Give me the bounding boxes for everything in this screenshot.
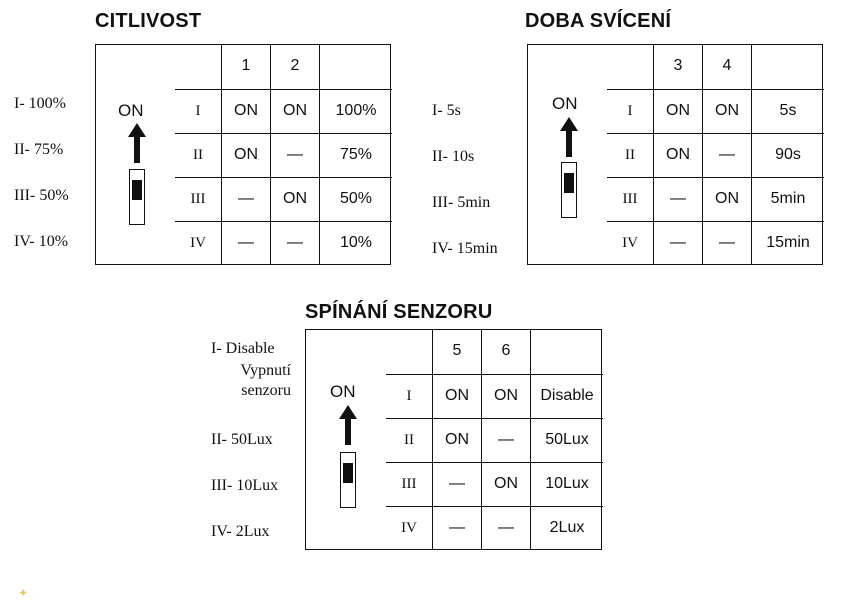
row-number: I xyxy=(386,374,433,418)
side-label-citlivost-4: IV- 10% xyxy=(14,233,69,250)
table-row xyxy=(175,177,392,221)
table-cell: — xyxy=(703,133,752,177)
title-spinani-senzoru: SPÍNÁNÍ SENZORU xyxy=(305,301,493,323)
row-number: II xyxy=(386,418,433,462)
citlivost-table xyxy=(175,44,392,265)
side-label-citlivost-1: I- 100% xyxy=(14,95,66,112)
table-row xyxy=(607,89,824,133)
header-cell xyxy=(386,329,433,374)
table-row xyxy=(175,221,392,265)
row-number: I xyxy=(175,89,222,133)
value-cell: 10Lux xyxy=(531,462,604,506)
table-cell: — xyxy=(482,506,531,550)
table-row xyxy=(607,133,824,177)
switch-on-label: ON xyxy=(552,94,578,113)
header-cell-dip-1: 1 xyxy=(222,44,271,89)
value-cell: 50% xyxy=(320,177,393,221)
header-cell xyxy=(175,44,222,89)
header-cell-dip-5: 5 xyxy=(433,329,482,374)
table-cell: — xyxy=(222,221,271,265)
table-cell: ON xyxy=(222,133,271,177)
table-row xyxy=(386,462,603,506)
value-cell: 100% xyxy=(320,89,393,133)
side-label-doba-1: I- 5s xyxy=(432,102,461,119)
table-row xyxy=(386,374,603,418)
side-label-citlivost-3: III- 50% xyxy=(14,187,69,204)
value-cell: 5s xyxy=(752,89,825,133)
spinani-senzoru-table xyxy=(386,329,603,550)
switch-on-label: ON xyxy=(118,101,144,120)
title-citlivost: CITLIVOST xyxy=(95,10,202,32)
table-cell: — xyxy=(433,462,482,506)
value-cell: 90s xyxy=(752,133,825,177)
header-cell-dip-3: 3 xyxy=(654,44,703,89)
arrow-up-icon xyxy=(339,405,357,445)
side-label-spinani-3: III- 10Lux xyxy=(211,477,279,494)
header-cell-dip-4: 4 xyxy=(703,44,752,89)
header-cell-dip-6: 6 xyxy=(482,329,531,374)
side-label-spinani-1-sub: Vypnutí senzoru xyxy=(240,362,291,399)
title-doba-sviceni: DOBA SVÍCENÍ xyxy=(525,10,672,32)
side-label-doba-2: II- 10s xyxy=(432,148,475,165)
header-cell xyxy=(752,44,825,89)
table-cell: — xyxy=(482,418,531,462)
table-cell: — xyxy=(433,506,482,550)
table-cell: ON xyxy=(433,418,482,462)
header-cell xyxy=(531,329,604,374)
table-row xyxy=(175,133,392,177)
dip-switch-icon xyxy=(340,452,356,508)
table-cell: ON xyxy=(482,462,531,506)
header-cell-dip-2: 2 xyxy=(271,44,320,89)
row-number: III xyxy=(607,177,654,221)
table-cell: — xyxy=(222,177,271,221)
table-cell: — xyxy=(654,177,703,221)
side-label-spinani-2: II- 50Lux xyxy=(211,431,273,448)
value-cell: 2Lux xyxy=(531,506,604,550)
doba-sviceni-panel xyxy=(527,44,823,265)
table-cell: — xyxy=(703,221,752,265)
table-cell: ON xyxy=(654,133,703,177)
table-row xyxy=(386,418,603,462)
side-label-citlivost-2: II- 75% xyxy=(14,141,64,158)
value-cell: 75% xyxy=(320,133,393,177)
value-cell: 10% xyxy=(320,221,393,265)
row-number: II xyxy=(175,133,222,177)
side-label-spinani-1: I- Disable xyxy=(211,340,275,357)
table-row xyxy=(607,221,824,265)
row-number: III xyxy=(175,177,222,221)
row-number: IV xyxy=(386,506,433,550)
row-number: IV xyxy=(607,221,654,265)
arrow-up-icon xyxy=(128,123,146,163)
table-cell: ON xyxy=(703,89,752,133)
value-cell: Disable xyxy=(531,374,604,418)
side-label-doba-4: IV- 15min xyxy=(432,240,498,257)
row-number: I xyxy=(607,89,654,133)
side-label-spinani-4: IV- 2Lux xyxy=(211,523,270,540)
table-cell: — xyxy=(654,221,703,265)
table-row xyxy=(175,89,392,133)
dip-switch-icon xyxy=(561,162,577,218)
table-row xyxy=(607,177,824,221)
table-cell: ON xyxy=(654,89,703,133)
switch-on-label: ON xyxy=(330,382,356,401)
arrow-up-icon xyxy=(560,117,578,157)
table-cell: ON xyxy=(482,374,531,418)
star-icon: ✦ xyxy=(18,586,29,600)
dip-switch-icon xyxy=(129,169,145,225)
table-cell: ON xyxy=(271,177,320,221)
table-cell: — xyxy=(271,221,320,265)
table-row xyxy=(386,506,603,550)
doba-sviceni-table xyxy=(607,44,824,265)
header-cell xyxy=(320,44,393,89)
spinani-senzoru-panel xyxy=(305,329,602,550)
row-number: III xyxy=(386,462,433,506)
citlivost-panel xyxy=(95,44,391,265)
value-cell: 50Lux xyxy=(531,418,604,462)
value-cell: 5min xyxy=(752,177,825,221)
table-cell: ON xyxy=(433,374,482,418)
header-cell xyxy=(607,44,654,89)
row-number: II xyxy=(607,133,654,177)
table-cell: ON xyxy=(222,89,271,133)
row-number: IV xyxy=(175,221,222,265)
value-cell: 15min xyxy=(752,221,825,265)
table-cell: ON xyxy=(271,89,320,133)
table-cell: — xyxy=(271,133,320,177)
table-cell: ON xyxy=(703,177,752,221)
side-label-doba-3: III- 5min xyxy=(432,194,491,211)
